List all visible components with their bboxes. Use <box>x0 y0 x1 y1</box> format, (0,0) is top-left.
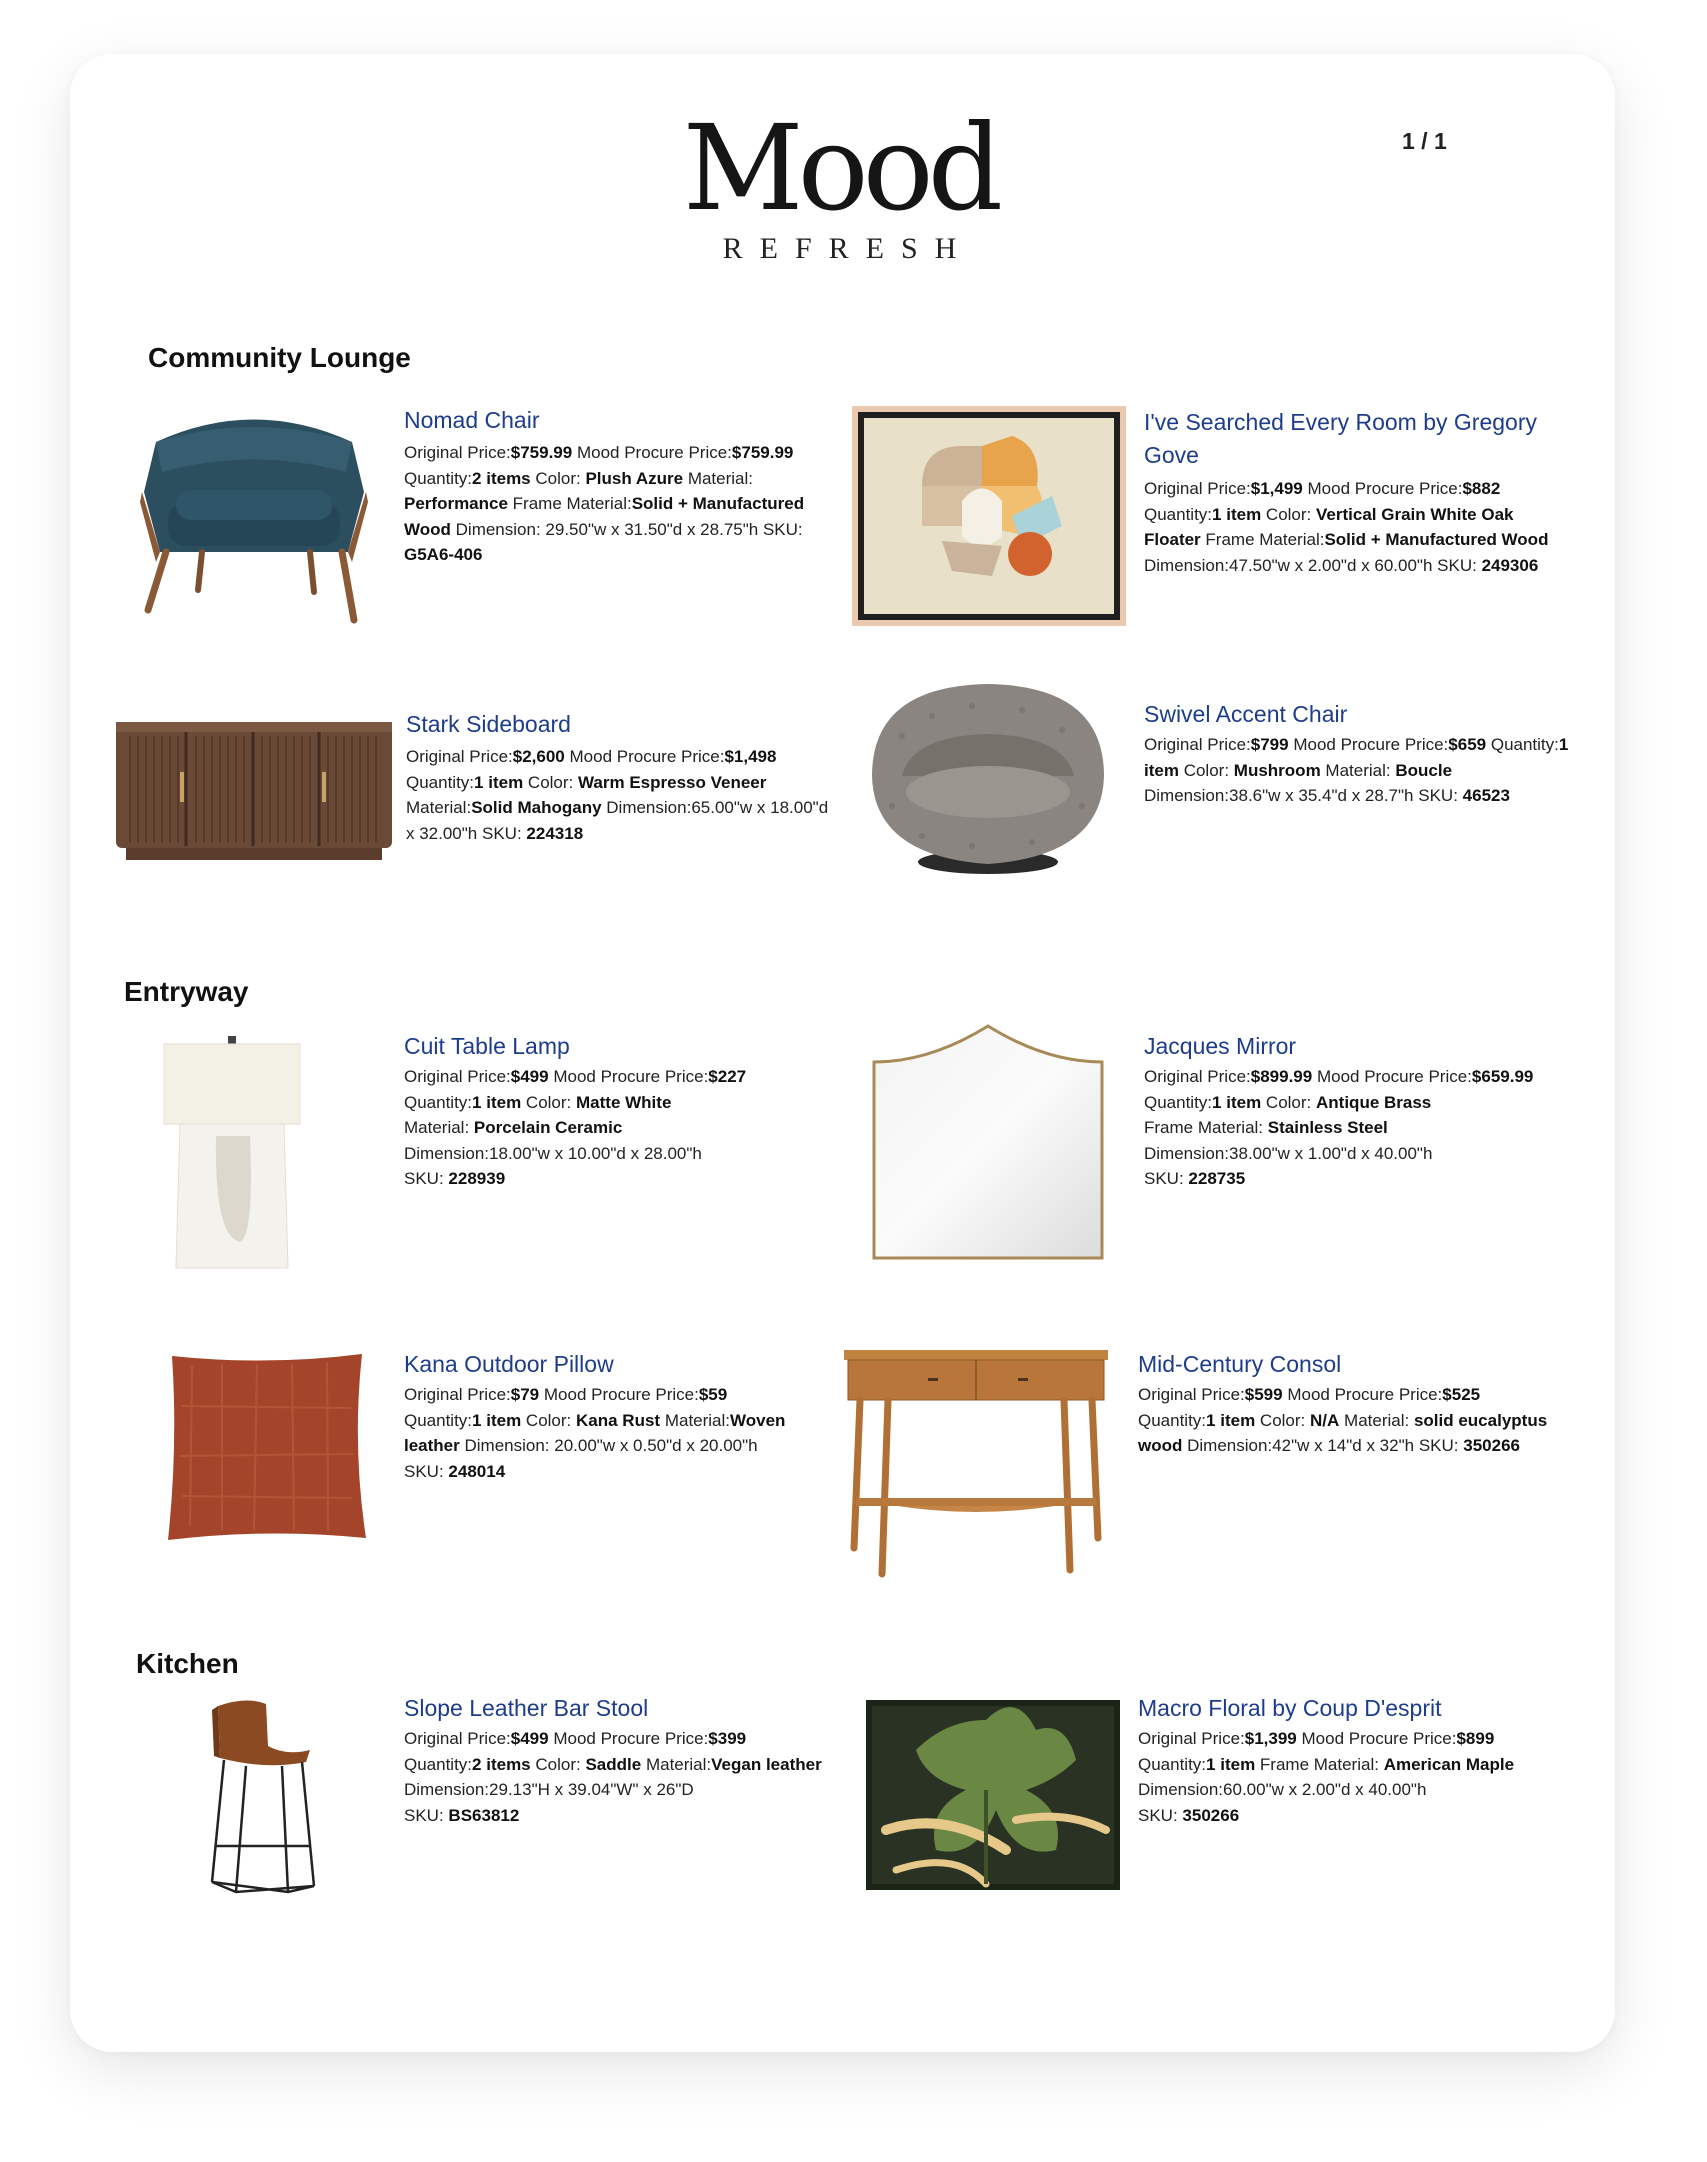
console-table-icon <box>842 1348 1110 1580</box>
item-details-kana-outdoor-pillow: Original Price:$79 Mood Procure Price:$59 Quantity:1 item Color: Kana Rust Material:Woven leather Dimension: 20.00"w x 0.50"d x 20.00"h SKU: 248014 <box>404 1385 786 1481</box>
section-title-entryway: Entryway <box>124 976 249 1007</box>
sideboard-icon <box>110 712 396 868</box>
framed-art-icon <box>852 406 1126 626</box>
brand-tagline: REFRESH <box>722 232 974 265</box>
floral-art-icon <box>866 1700 1120 1890</box>
mirror-icon <box>870 1022 1106 1262</box>
item-name-stark-sideboard[interactable]: Stark Sideboard <box>406 711 571 737</box>
brand-name: Mood <box>682 99 998 237</box>
item-name-swivel-accent-chair[interactable]: Swivel Accent Chair <box>1144 701 1348 727</box>
item-details-stark-sideboard: Original Price:$2,600 Mood Procure Price:$1,498 Quantity:1 item Color: Warm Espresso Veneer Material:Solid Mahogany Dimension:65.00"w x 18.00"d x 32.00"h SKU: 224318 <box>406 747 829 843</box>
item-name-jacques-mirror[interactable]: Jacques Mirror <box>1144 1033 1297 1059</box>
item-details-searched-every-room: Original Price:$1,499 Mood Procure Price:$882 Quantity:1 item Color: Vertical Grain White Oak Floater Frame Material:Solid + Manufactured Wood Dimension:47.50"w x 2.00"d x 60.00"h SKU: 249306 <box>1144 479 1549 575</box>
brand-logo <box>670 99 1010 266</box>
item-name-mid-century-consol[interactable]: Mid-Century Consol <box>1138 1351 1342 1377</box>
item-name-macro-floral[interactable]: Macro Floral by Coup D'esprit <box>1138 1695 1442 1721</box>
item-details-slope-leather-bar-stool: Original Price:$499 Mood Procure Price:$399 Quantity:2 items Color: Saddle Material:Vegan leather Dimension:29.13"H x 39.04"W" x 26"D SKU: BS63812 <box>404 1729 822 1825</box>
item-name-searched-every-room[interactable]: I've Searched Every Room by Gregory Gove <box>1144 409 1537 468</box>
item-details-swivel-accent-chair: Original Price:$799 Mood Procure Price:$659 Quantity:1 item Color: Mushroom Material: Boucle Dimension:38.6"w x 35.4"d x 28.7"h SKU: 46523 <box>1144 735 1569 805</box>
page-indicator: 1 / 1 <box>1402 128 1447 154</box>
armchair-icon <box>136 402 372 626</box>
item-details-cuit-table-lamp: Original Price:$499 Mood Procure Price:$227 Quantity:1 item Color: Matte White Material: Porcelain Ceramic Dimension:18.00"w x 10.00"d x 28.00"h SKU: 228939 <box>404 1067 747 1188</box>
item-name-slope-leather-bar-stool[interactable]: Slope Leather Bar Stool <box>404 1695 649 1721</box>
item-details-jacques-mirror: Original Price:$899.99 Mood Procure Price:$659.99 Quantity:1 item Color: Antique Brass Frame Material: Stainless Steel Dimension:38.00"w x 1.00"d x 40.00"h SKU: 228735 <box>1144 1067 1534 1188</box>
item-name-kana-outdoor-pillow[interactable]: Kana Outdoor Pillow <box>404 1351 614 1377</box>
item-name-cuit-table-lamp[interactable]: Cuit Table Lamp <box>404 1033 570 1059</box>
bar-stool-icon <box>206 1696 320 1896</box>
pillow-icon <box>162 1346 372 1546</box>
item-details-nomad-chair: Original Price:$759.99 Mood Procure Price:$759.99 Quantity:2 items Color: Plush Azure Material: Performance Frame Material:Solid + Manufactured Wood Dimension: 29.50"w x 31.50"d x 28.75"h SKU: G5A6-406 <box>404 443 805 564</box>
item-name-nomad-chair[interactable]: Nomad Chair <box>404 407 540 433</box>
table-lamp-icon <box>154 1036 310 1272</box>
item-details-mid-century-consol: Original Price:$599 Mood Procure Price:$525 Quantity:1 item Color: N/A Material: solid eucalyptus wood Dimension:42"w x 14"d x 32"h SKU: 350266 <box>1138 1385 1548 1455</box>
section-title-community-lounge: Community Lounge <box>148 342 411 373</box>
swivel-chair-icon <box>862 676 1114 880</box>
item-details-macro-floral: Original Price:$1,399 Mood Procure Price:$899 Quantity:1 item Frame Material: American Maple Dimension:60.00"w x 2.00"d x 40.00"h SKU: 350266 <box>1138 1729 1515 1825</box>
section-title-kitchen: Kitchen <box>136 1648 239 1679</box>
